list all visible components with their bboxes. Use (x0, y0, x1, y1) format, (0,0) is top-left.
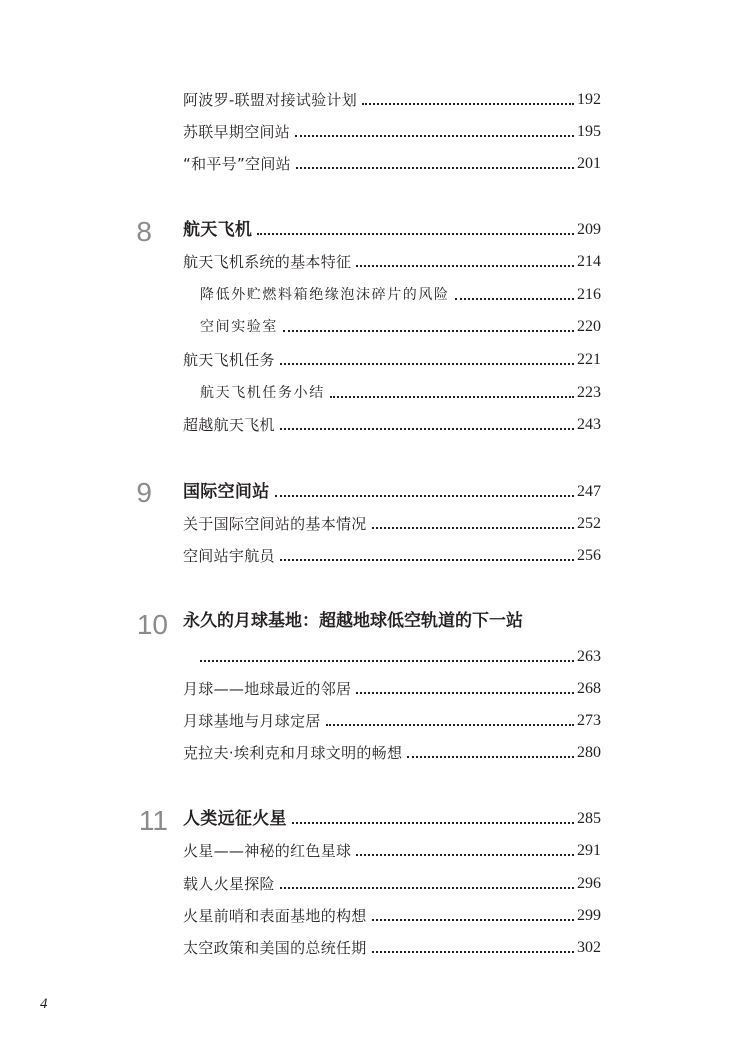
toc-entry-title: 降低外贮燃料箱绝缘泡沫碎片的风险 (200, 287, 450, 303)
dot-leader (356, 692, 574, 694)
toc-entry-title: 月球——地球最近的邻居 (183, 680, 352, 698)
toc-entry[interactable] (183, 86, 601, 110)
toc-subentry[interactable] (200, 313, 601, 337)
toc-entry-page: 280 (577, 744, 601, 761)
dot-leader (275, 495, 575, 497)
dot-leader (280, 559, 574, 561)
toc-entry-title: “和平号”空间站 (183, 155, 291, 173)
dot-leader (372, 527, 574, 529)
dot-leader (257, 233, 574, 235)
chapter-number: 11 (138, 805, 168, 836)
chapter-heading[interactable] (183, 216, 601, 240)
toc-entry-title: 阿波罗-联盟对接试验计划 (183, 91, 358, 109)
dot-leader (280, 887, 574, 889)
toc-entry-page: 291 (577, 842, 601, 859)
dot-leader (295, 135, 574, 137)
toc-entry[interactable] (183, 707, 601, 731)
toc-entry-page: 247 (577, 483, 601, 500)
toc-entry-title: 火星前哨和表面基地的构想 (183, 907, 367, 925)
dot-leader (356, 265, 574, 267)
dot-leader (455, 298, 574, 300)
toc-entry-page: 192 (577, 91, 601, 108)
toc-entry-title: 人类远征火星 (183, 809, 287, 829)
toc-entry[interactable] (183, 542, 601, 566)
toc-entry[interactable] (183, 739, 601, 763)
toc-subentry[interactable] (200, 281, 601, 305)
dot-leader (292, 822, 574, 824)
dot-leader (296, 167, 574, 169)
chapter-number: 10 (136, 609, 168, 640)
toc-entry-title: 超越航天飞机 (183, 416, 275, 434)
dot-leader (330, 396, 574, 398)
dot-leader (280, 363, 574, 365)
dot-leader (356, 854, 574, 856)
toc-entry-page: 273 (577, 712, 601, 729)
dot-leader (283, 330, 574, 332)
toc-entry-page: 209 (577, 221, 601, 238)
toc-entry-page: 263 (577, 648, 601, 665)
toc-entry-page: 221 (577, 351, 601, 368)
dot-leader (372, 919, 574, 921)
dot-leader (326, 724, 574, 726)
toc-entry-page: 195 (577, 123, 601, 140)
toc-entry-title: 克拉夫·埃利克和月球文明的畅想 (183, 744, 403, 762)
dot-leader (200, 660, 574, 662)
toc-entry[interactable] (183, 675, 601, 699)
toc-entry[interactable] (183, 934, 601, 958)
page-number: 4 (40, 996, 48, 1012)
dot-leader (362, 103, 574, 105)
toc-entry-title: 月球基地与月球定居 (183, 712, 321, 730)
toc-entry-page: 201 (577, 155, 601, 172)
dot-leader (407, 756, 574, 758)
toc-entry[interactable] (183, 837, 601, 861)
toc-entry-page: 302 (577, 939, 601, 956)
toc-entry-page: 252 (577, 515, 601, 532)
toc-entry-title: 关于国际空间站的基本情况 (183, 515, 367, 533)
toc-entry[interactable] (183, 248, 601, 272)
chapter-heading[interactable] (183, 478, 601, 502)
toc-entry-page: 223 (577, 384, 601, 401)
dot-leader (280, 428, 574, 430)
toc-entry-page: 299 (577, 907, 601, 924)
toc-entry-title: 航天飞机 (183, 220, 253, 240)
toc-entry[interactable] (183, 902, 601, 926)
toc-entry-page: 216 (577, 286, 601, 303)
toc-entry[interactable] (183, 118, 601, 142)
toc-entry-page: 220 (577, 318, 601, 335)
chapter-number: 8 (136, 216, 152, 247)
chapter-heading[interactable] (183, 805, 601, 829)
toc-entry-title: 太空政策和美国的总统任期 (183, 939, 367, 957)
toc-entry-page: 256 (577, 547, 601, 564)
dot-leader (372, 951, 574, 953)
toc-entry-title: 国际空间站 (183, 482, 270, 502)
toc-entry-page: 296 (577, 875, 601, 892)
chapter-title[interactable]: 永久的月球基地：超越地球低空轨道的下一站 (183, 611, 523, 631)
toc-entry-page: 285 (577, 810, 601, 827)
chapter-heading-leader[interactable] (200, 643, 601, 667)
toc-entry-title: 航天飞机任务小结 (200, 385, 325, 401)
toc-entry-title: 载人火星探险 (183, 875, 275, 893)
toc-entry-title: 航天飞机系统的基本特征 (183, 253, 352, 271)
toc-entry-page: 243 (577, 416, 601, 433)
toc-entry-page: 214 (577, 253, 601, 270)
toc-entry[interactable] (183, 150, 601, 174)
toc-subentry[interactable] (200, 379, 601, 403)
toc-entry-title: 火星——神秘的红色星球 (183, 842, 352, 860)
toc-entry[interactable] (183, 870, 601, 894)
toc-entry[interactable] (183, 346, 601, 370)
chapter-number: 9 (136, 477, 152, 508)
toc-entry[interactable] (183, 510, 601, 534)
toc-entry-page: 268 (577, 680, 601, 697)
toc-entry[interactable] (183, 411, 601, 435)
toc-entry-title: 航天飞机任务 (183, 351, 275, 369)
toc-entry-title: 苏联早期空间站 (183, 123, 291, 141)
toc-entry-title: 空间实验室 (200, 319, 278, 335)
toc-entry-title: 空间站宇航员 (183, 547, 275, 565)
